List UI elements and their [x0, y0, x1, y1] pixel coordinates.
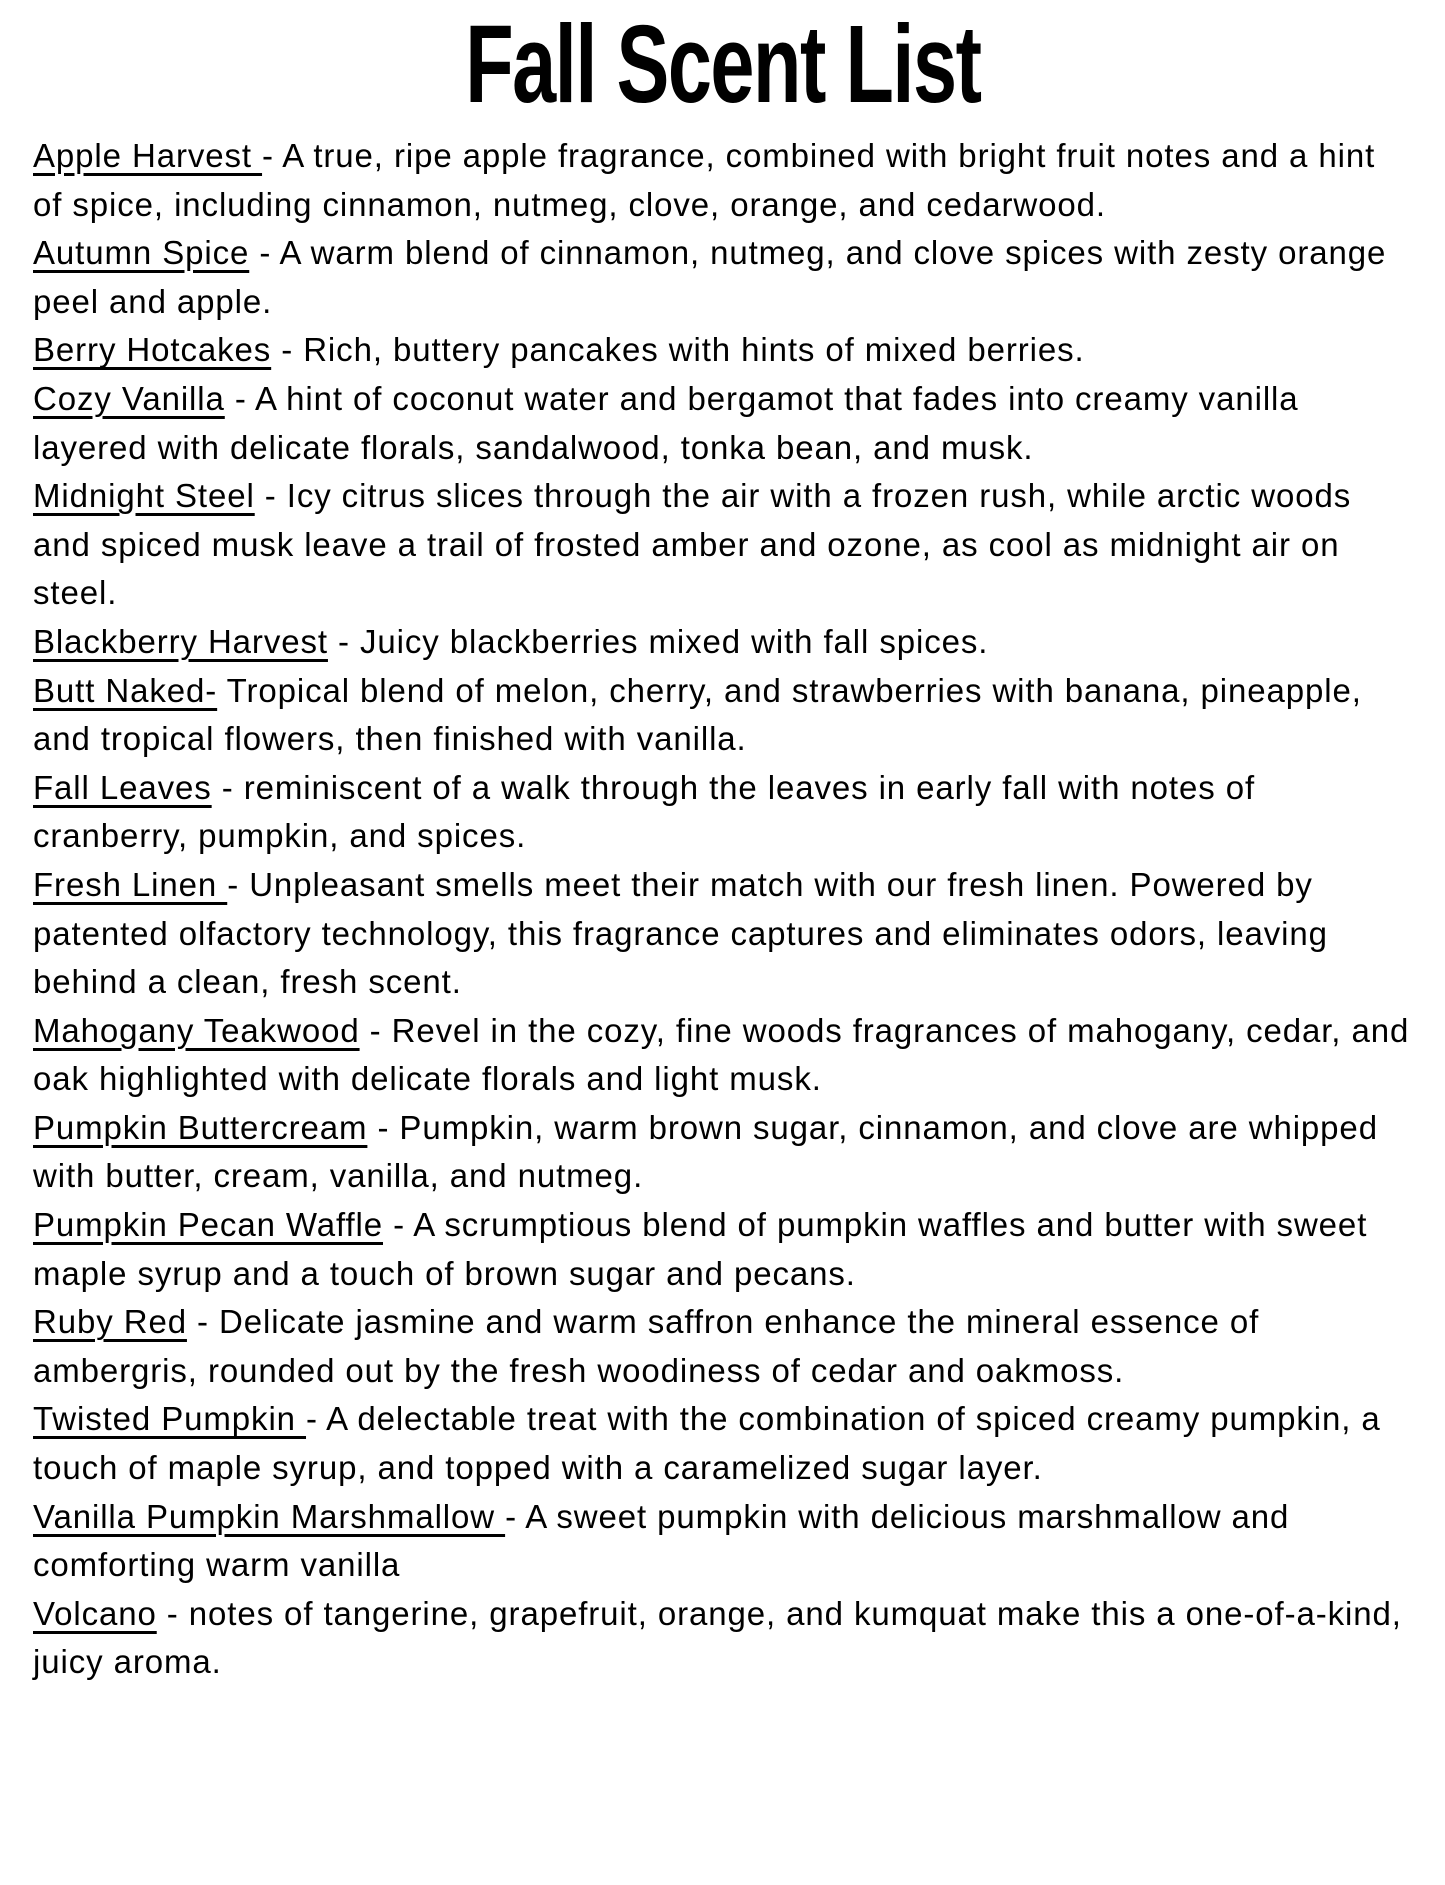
scent-entry: [33, 1298, 1413, 1395]
scent-name: Berry Hotcakes: [33, 331, 272, 369]
scent-separator: -: [262, 137, 283, 174]
scent-separator: -: [271, 331, 304, 369]
scent-description: A warm blend of cinnamon, nutmeg, and clove spices with zesty orange peel and apple.: [33, 234, 1387, 320]
scent-name: Fresh Linen: [33, 865, 228, 903]
scent-description: Icy citrus slices through the air with a frozen rush, while arctic woods and spiced musk leave a trail of frosted amber and ozone, as cool as midnight air on steel.: [33, 477, 1352, 612]
scent-separator: -: [224, 379, 255, 417]
scent-description: notes of tangerine, grapefruit, orange, and kumquat make this a one-of-a-kind, juicy aroma.: [33, 1594, 1402, 1681]
scent-entry: [33, 375, 1413, 472]
scent-description: Juicy blackberries mixed with fall spices.: [359, 622, 989, 660]
scent-name: Vanilla Pumpkin Marshmallow: [33, 1497, 506, 1535]
scent-separator: -: [254, 477, 287, 515]
scent-name: Cozy Vanilla: [33, 379, 225, 417]
scent-separator: [217, 672, 226, 709]
scent-name: Midnight Steel: [33, 477, 255, 515]
scent-entry: [33, 667, 1413, 764]
scent-name: Butt Naked-: [33, 671, 218, 709]
scent-entry: [33, 764, 1413, 861]
scent-separator: -: [156, 1594, 189, 1632]
scent-entry: [33, 1007, 1413, 1104]
scent-name: Twisted Pumpkin: [33, 1400, 307, 1438]
scent-description: A delectable treat with the combination of spiced creamy pumpkin, a touch of maple syrup, and topped with a caramelized sugar layer.: [33, 1400, 1381, 1487]
scent-name: Ruby Red: [33, 1303, 187, 1341]
scent-name: Pumpkin Pecan Waffle: [33, 1206, 383, 1244]
scent-separator: -: [327, 622, 360, 660]
scent-description: A scrumptious blend of pumpkin waffles and butter with sweet maple syrup and a touch of brown sugar and pecans.: [33, 1206, 1368, 1292]
scent-description: Rich, buttery pancakes with hints of mixed berries.: [303, 331, 1085, 369]
page-title: [0, 3, 1445, 126]
scent-name: Volcano: [33, 1594, 157, 1632]
scent-description: A true, ripe apple fragrance, combined with bright fruit notes and a hint of spice, including cinnamon, nutmeg, clove, orange, and cedarwood.: [33, 137, 1376, 223]
scent-description: Pumpkin, warm brown sugar, cinnamon, and clove are whipped with butter, cream, vanilla, and nutmeg.: [33, 1108, 1378, 1195]
scent-entry: [33, 618, 1413, 667]
scent-description: Unpleasant smells meet their match with our fresh linen. Powered by patented olfactory technology, this fragrance captures and eliminates odors, leaving behind a clean, fresh scent.: [33, 865, 1328, 1001]
scent-separator: -: [249, 234, 280, 272]
scent-entry: [33, 1201, 1413, 1298]
scent-description: Tropical blend of melon, cherry, and strawberries with banana, pineapple, and tropical flowers, then finished with vanilla.: [33, 671, 1362, 758]
scent-description: reminiscent of a walk through the leaves in early fall with notes of cranberry, pumpkin, and spices.: [33, 768, 1256, 855]
scent-name: Apple Harvest: [33, 137, 263, 174]
scent-separator: -: [227, 865, 250, 903]
scent-description: Revel in the cozy, fine woods fragrances of mahogany, cedar, and oak highlighted with delicate florals and light musk.: [33, 1011, 1410, 1098]
scent-entry: [33, 861, 1413, 1007]
scent-separator: -: [211, 768, 244, 806]
scent-entry: [33, 229, 1413, 326]
scent-list: [0, 132, 1445, 1687]
document-page: [0, 3, 1445, 1885]
scent-separator: -: [367, 1108, 400, 1146]
scent-entry: [33, 1493, 1413, 1590]
scent-separator: -: [359, 1011, 392, 1049]
scent-entry: [33, 1395, 1413, 1492]
scent-separator: -: [306, 1400, 327, 1438]
scent-separator: -: [505, 1497, 526, 1535]
scent-description: Delicate jasmine and warm saffron enhance the mineral essence of ambergris, rounded out by the fresh woodiness of cedar and oakmoss.: [33, 1303, 1260, 1389]
scent-entry: [33, 132, 1413, 229]
scent-entry: [33, 1590, 1413, 1687]
scent-separator: -: [383, 1206, 414, 1244]
scent-entry: [33, 326, 1413, 375]
scent-name: Fall Leaves: [33, 768, 212, 806]
scent-separator: -: [186, 1303, 219, 1341]
page-title-text: Fall Scent List: [464, 3, 981, 126]
scent-entry: [33, 1104, 1413, 1201]
scent-description: A hint of coconut water and bergamot that fades into creamy vanilla layered with delicate florals, sandalwood, tonka bean, and musk.: [33, 379, 1299, 466]
scent-description: A sweet pumpkin with delicious marshmallow and comforting warm vanilla: [33, 1497, 1290, 1584]
scent-entry: [33, 472, 1413, 618]
scent-name: Blackberry Harvest: [33, 622, 328, 660]
scent-name: Pumpkin Buttercream: [33, 1108, 368, 1146]
scent-name: Mahogany Teakwood: [33, 1011, 360, 1049]
scent-name: Autumn Spice: [33, 234, 250, 272]
